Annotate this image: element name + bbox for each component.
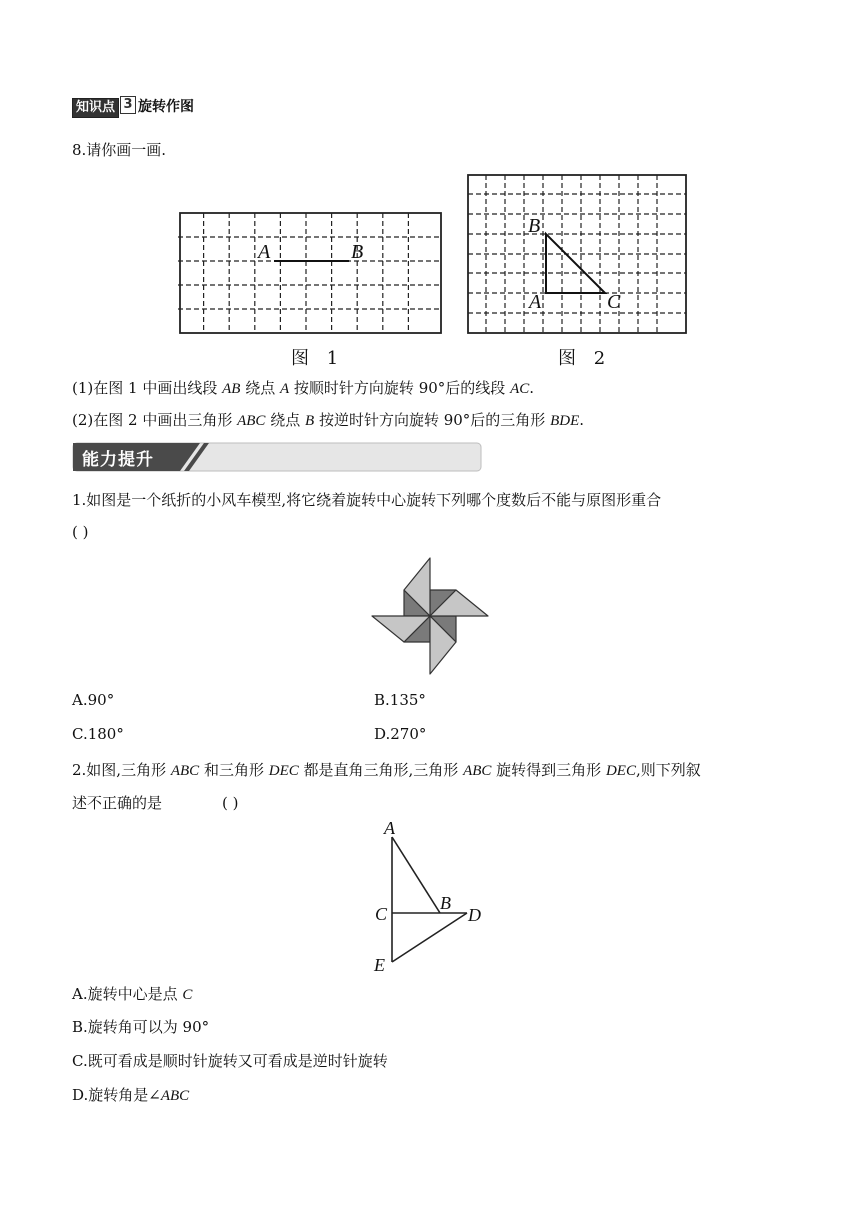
q2-stem-line-2: 述不正确的是	[72, 794, 163, 812]
fig1-label-a: A	[258, 241, 271, 263]
knowledge-point-title: 旋转作图	[138, 99, 195, 115]
fig2-label-b: B	[528, 215, 541, 237]
q8-figure-1	[178, 210, 444, 336]
q2-label-c: C	[375, 904, 388, 924]
q1-option-a[interactable]: A.90°	[72, 691, 115, 709]
q1-option-d[interactable]: D.270°	[374, 725, 427, 743]
q1-pinwheel-figure	[370, 556, 490, 676]
fig2-label-a: A	[529, 291, 542, 313]
q8-part-1: (1)在图 1 中画出线段 AB 绕点 A 按顺时针方向旋转 90°后的线段 AC.	[72, 379, 535, 397]
q8-figure-2-caption: 图 2	[558, 348, 612, 369]
q1-stem-line-1: 1.如图是一个纸折的小风车模型,将它绕着旋转中心旋转下列哪个度数后不能与原图形重合	[72, 491, 662, 509]
q2-label-a: A	[384, 818, 395, 838]
section-banner-title: 能力提升	[82, 450, 154, 470]
q2-triangle-figure	[366, 816, 496, 976]
q2-label-e: E	[374, 955, 385, 975]
q2-option-c[interactable]: C.既可看成是顺时针旋转又可看成是逆时针旋转	[72, 1052, 388, 1070]
q1-option-c[interactable]: C.180°	[72, 725, 124, 743]
q8-part-2: (2)在图 2 中画出三角形 ABC 绕点 B 按逆时针方向旋转 90°后的三角形 BDE.	[72, 411, 585, 429]
q2-label-d: D	[468, 905, 481, 925]
q2-option-d[interactable]: D.旋转角是∠ABC	[72, 1086, 190, 1104]
q2-option-a[interactable]: A.旋转中心是点 C	[72, 985, 193, 1003]
q2-answer-paren: ( )	[222, 794, 239, 812]
q8-figure-1-caption: 图 1	[291, 348, 345, 369]
fig2-label-c: C	[607, 291, 621, 313]
q8-figure-2	[465, 172, 689, 336]
q1-stem-line-2: ( )	[72, 523, 89, 541]
knowledge-point-number: 3	[120, 96, 136, 114]
triangle-abc	[546, 234, 605, 293]
knowledge-point-badge: 知识点	[72, 98, 119, 118]
q2-label-b: B	[440, 893, 451, 913]
q2-option-b[interactable]: B.旋转角可以为 90°	[72, 1018, 210, 1036]
section-banner	[72, 442, 482, 472]
q2-stem-line-1: 2.如图,三角形 ABC 和三角形 DEC 都是直角三角形,三角形 ABC 旋转得到三角形 DEC,则下列叙	[72, 761, 701, 779]
q1-option-b[interactable]: B.135°	[374, 691, 426, 709]
q8-stem: 8.请你画一画.	[72, 141, 167, 159]
fig1-label-b: B	[351, 241, 364, 263]
knowledge-point-header	[72, 96, 194, 116]
